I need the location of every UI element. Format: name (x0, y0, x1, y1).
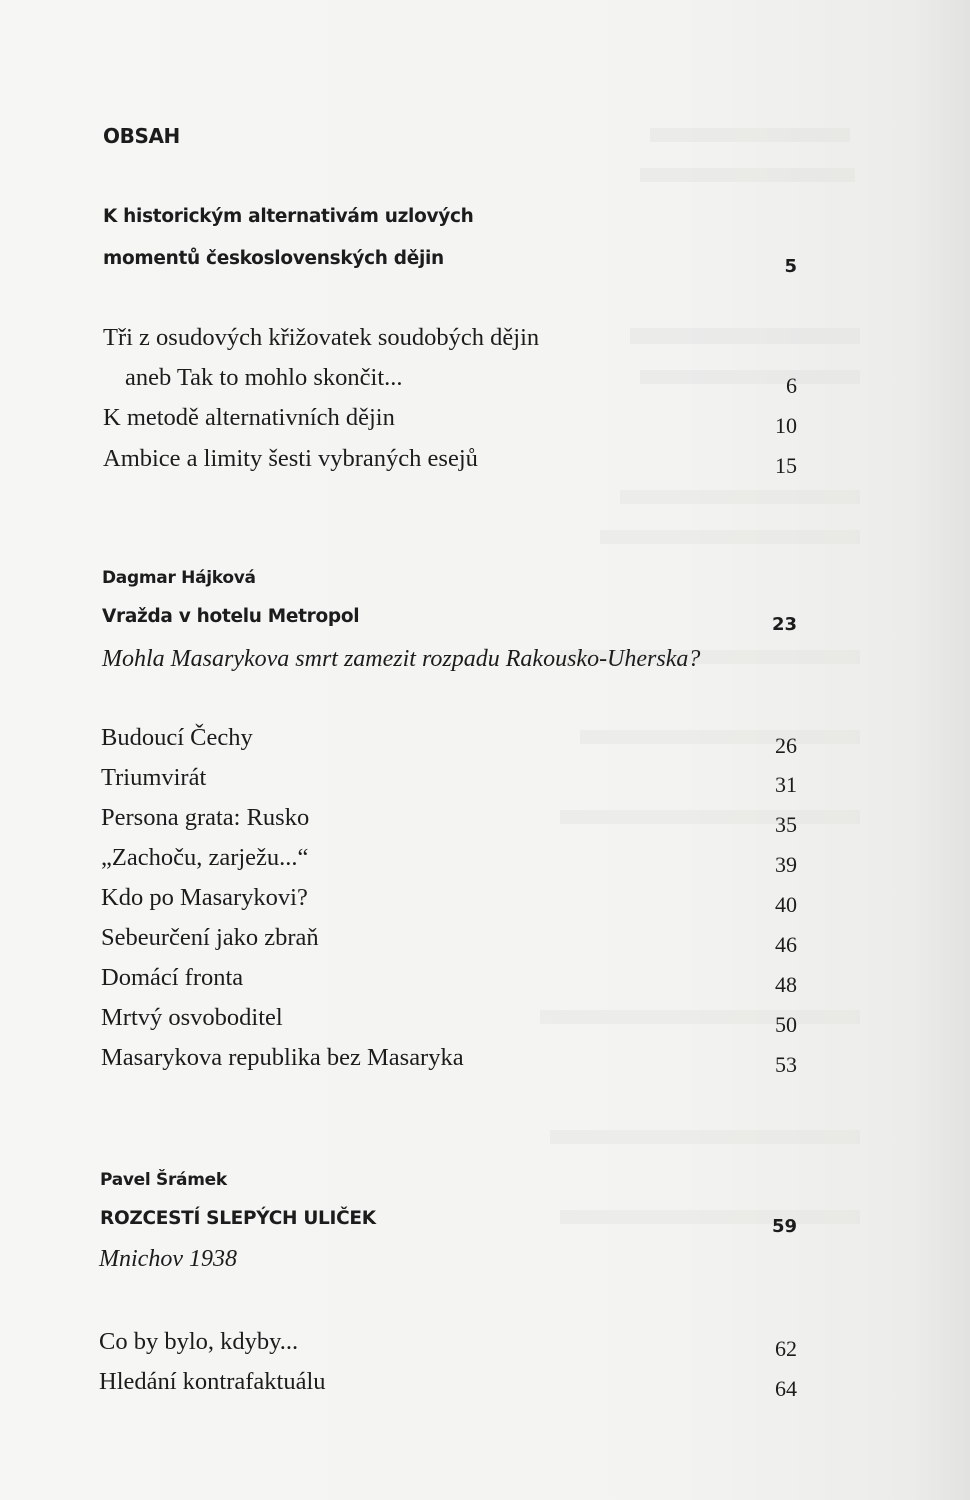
entry-title: Persona grata: Rusko (101, 804, 310, 831)
toc-heading: OBSAH (103, 124, 180, 148)
page-number: 46 (775, 932, 797, 957)
toc-entry[interactable] (0, 964, 970, 1004)
toc-author (0, 1170, 970, 1210)
entry-title: Co by bylo, kdyby... (99, 1328, 299, 1355)
section-title: Vražda v hotelu Metropol (102, 606, 360, 627)
page-number: 15 (775, 453, 797, 478)
toc-section-title[interactable] (0, 606, 970, 646)
entry-title: Hledání kontrafaktuálu (99, 1368, 326, 1395)
entry-title: Mrtvý osvoboditel (101, 1004, 283, 1031)
page-number: 40 (775, 892, 797, 917)
entry-title: Budoucí Čechy (101, 724, 253, 751)
page-number: 53 (775, 1052, 797, 1077)
page-number: 39 (775, 852, 797, 877)
page-number: 35 (775, 812, 797, 837)
section-title-line: K historickým alternativám uzlových (103, 206, 474, 227)
toc-subtitle (0, 1246, 970, 1286)
page-number: 23 (771, 614, 797, 635)
toc-entry[interactable] (0, 1328, 970, 1368)
toc-section-title[interactable] (0, 206, 970, 246)
entry-title: aneb Tak to mohlo skončit... (125, 364, 403, 391)
section-title: ROZCESTÍ SLEPÝCH ULIČEK (100, 1208, 376, 1229)
toc-entry[interactable] (0, 764, 970, 804)
page-number: 31 (775, 772, 797, 797)
section-subtitle: Mnichov 1938 (99, 1246, 237, 1272)
toc-section-title[interactable] (0, 1208, 970, 1248)
page-number: 59 (771, 1216, 797, 1237)
section-title-line: momentů československých dějin (103, 248, 444, 269)
toc-entry[interactable] (0, 364, 970, 404)
toc-entry[interactable] (0, 724, 970, 764)
page-number: 64 (775, 1376, 797, 1401)
toc-section-title[interactable] (0, 248, 970, 288)
toc-entry[interactable] (0, 884, 970, 924)
page-number: 5 (784, 256, 797, 277)
toc-author (0, 568, 970, 608)
toc-entry[interactable] (0, 1004, 970, 1044)
page-number: 62 (775, 1336, 797, 1361)
author-name: Pavel Šrámek (100, 1170, 227, 1190)
entry-title: Triumvirát (101, 764, 207, 791)
toc-entry[interactable] (0, 844, 970, 884)
entry-title: Tři z osudových křižovatek soudobých dějin (103, 324, 540, 351)
author-name: Dagmar Hájková (102, 568, 256, 588)
entry-title: K metodě alternativních dějin (103, 404, 395, 431)
toc-subtitle (0, 646, 970, 686)
page-number: 6 (786, 373, 797, 398)
toc-entry[interactable] (0, 924, 970, 964)
toc-entry[interactable] (0, 1044, 970, 1084)
entry-title: Ambice a limity šesti vybraných esejů (103, 445, 478, 472)
toc-entry[interactable] (0, 804, 970, 844)
page-number: 26 (775, 733, 797, 758)
entry-title: Kdo po Masarykovi? (101, 884, 308, 911)
toc-entry[interactable] (0, 445, 970, 485)
entry-title: Sebeurčení jako zbraň (101, 924, 319, 951)
toc-entry[interactable] (0, 324, 970, 364)
toc-entry[interactable] (0, 404, 970, 444)
page-number: 10 (775, 413, 797, 438)
entry-title: „Zachoču, zarježu...“ (101, 844, 309, 871)
section-subtitle: Mohla Masarykova smrt zamezit rozpadu Rakousko-Uherska? (102, 646, 701, 672)
page-number: 48 (775, 972, 797, 997)
toc-entry[interactable] (0, 1368, 970, 1408)
entry-title: Domácí fronta (101, 964, 244, 991)
page-number: 50 (775, 1012, 797, 1037)
entry-title: Masarykova republika bez Masaryka (101, 1044, 464, 1071)
